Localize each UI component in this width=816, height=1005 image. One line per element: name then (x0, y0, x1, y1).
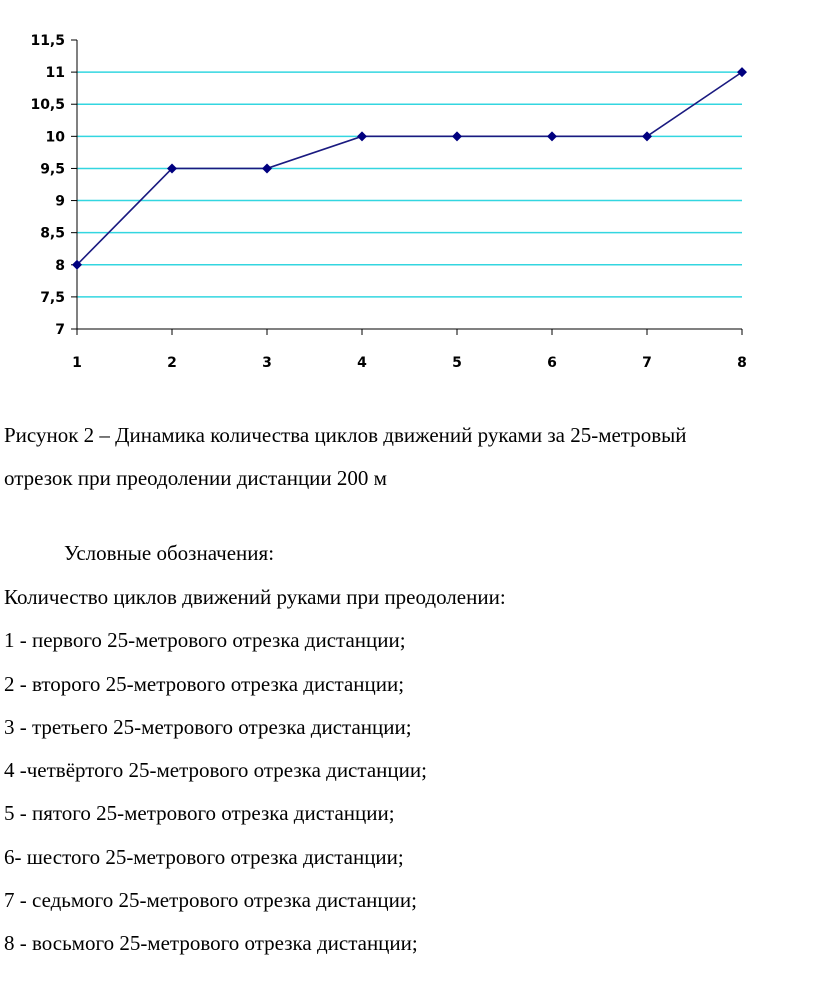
x-tick-label: 2 (167, 355, 177, 371)
legend-item: 2 - второго 25-метрового отрезка дистанции; (4, 671, 405, 696)
legend-item: 4 -четвёртого 25-метрового отрезка дистанции; (4, 758, 427, 783)
caption-line-2: отрезок при преодолении дистанции 200 м (4, 466, 387, 490)
data-point-marker (262, 163, 272, 173)
y-tick-label: 9,5 (40, 161, 65, 178)
legend-item: 3 - третьего 25-метрового отрезка дистанции; (4, 714, 412, 739)
caption-line-1: Рисунок 2 – Динамика количества циклов движений руками за 25-метровый (4, 423, 687, 447)
line-chart (0, 0, 816, 380)
x-tick-label: 4 (357, 355, 367, 371)
y-tick-label: 8,5 (40, 225, 65, 242)
x-tick-label: 3 (262, 355, 272, 371)
y-tick-label: 11,5 (30, 33, 65, 49)
y-tick-label: 7 (55, 322, 65, 338)
data-point-marker (642, 131, 652, 141)
x-tick-label: 7 (642, 355, 652, 371)
legend-item: 6- шестого 25-метрового отрезка дистанции; (4, 844, 404, 869)
x-tick-label: 1 (72, 355, 82, 371)
legend-title: Условные обозначения: (64, 541, 275, 565)
data-point-marker (547, 131, 557, 141)
x-tick-label: 8 (737, 355, 747, 371)
legend-item: 8 - восьмого 25-метрового отрезка дистанции; (4, 931, 418, 956)
grid-lines (77, 72, 742, 297)
legend-intro: Количество циклов движений руками при преодолении: (4, 585, 506, 609)
y-tick-label: 8 (55, 257, 65, 274)
x-axis-ticks (72, 329, 747, 371)
y-tick-label: 9 (55, 193, 65, 210)
figure-caption (4, 414, 812, 500)
data-point-marker (357, 131, 367, 141)
x-tick-label: 5 (452, 355, 462, 371)
data-point-marker (452, 131, 462, 141)
data-point-marker (737, 67, 747, 77)
x-tick-label: 6 (547, 355, 557, 371)
legend-list (4, 576, 812, 966)
axes (77, 40, 742, 329)
y-tick-label: 11 (45, 65, 65, 82)
legend-item: 7 - седьмого 25-метрового отрезка дистанции; (4, 888, 417, 913)
legend-item: 1 - первого 25-метрового отрезка дистанции; (4, 628, 406, 653)
y-axis-ticks (30, 33, 77, 338)
y-tick-label: 10 (45, 129, 65, 146)
y-tick-label: 10,5 (30, 97, 65, 114)
y-tick-label: 7,5 (40, 289, 65, 306)
legend-item: 5 - пятого 25-метрового отрезка дистанции; (4, 801, 395, 826)
